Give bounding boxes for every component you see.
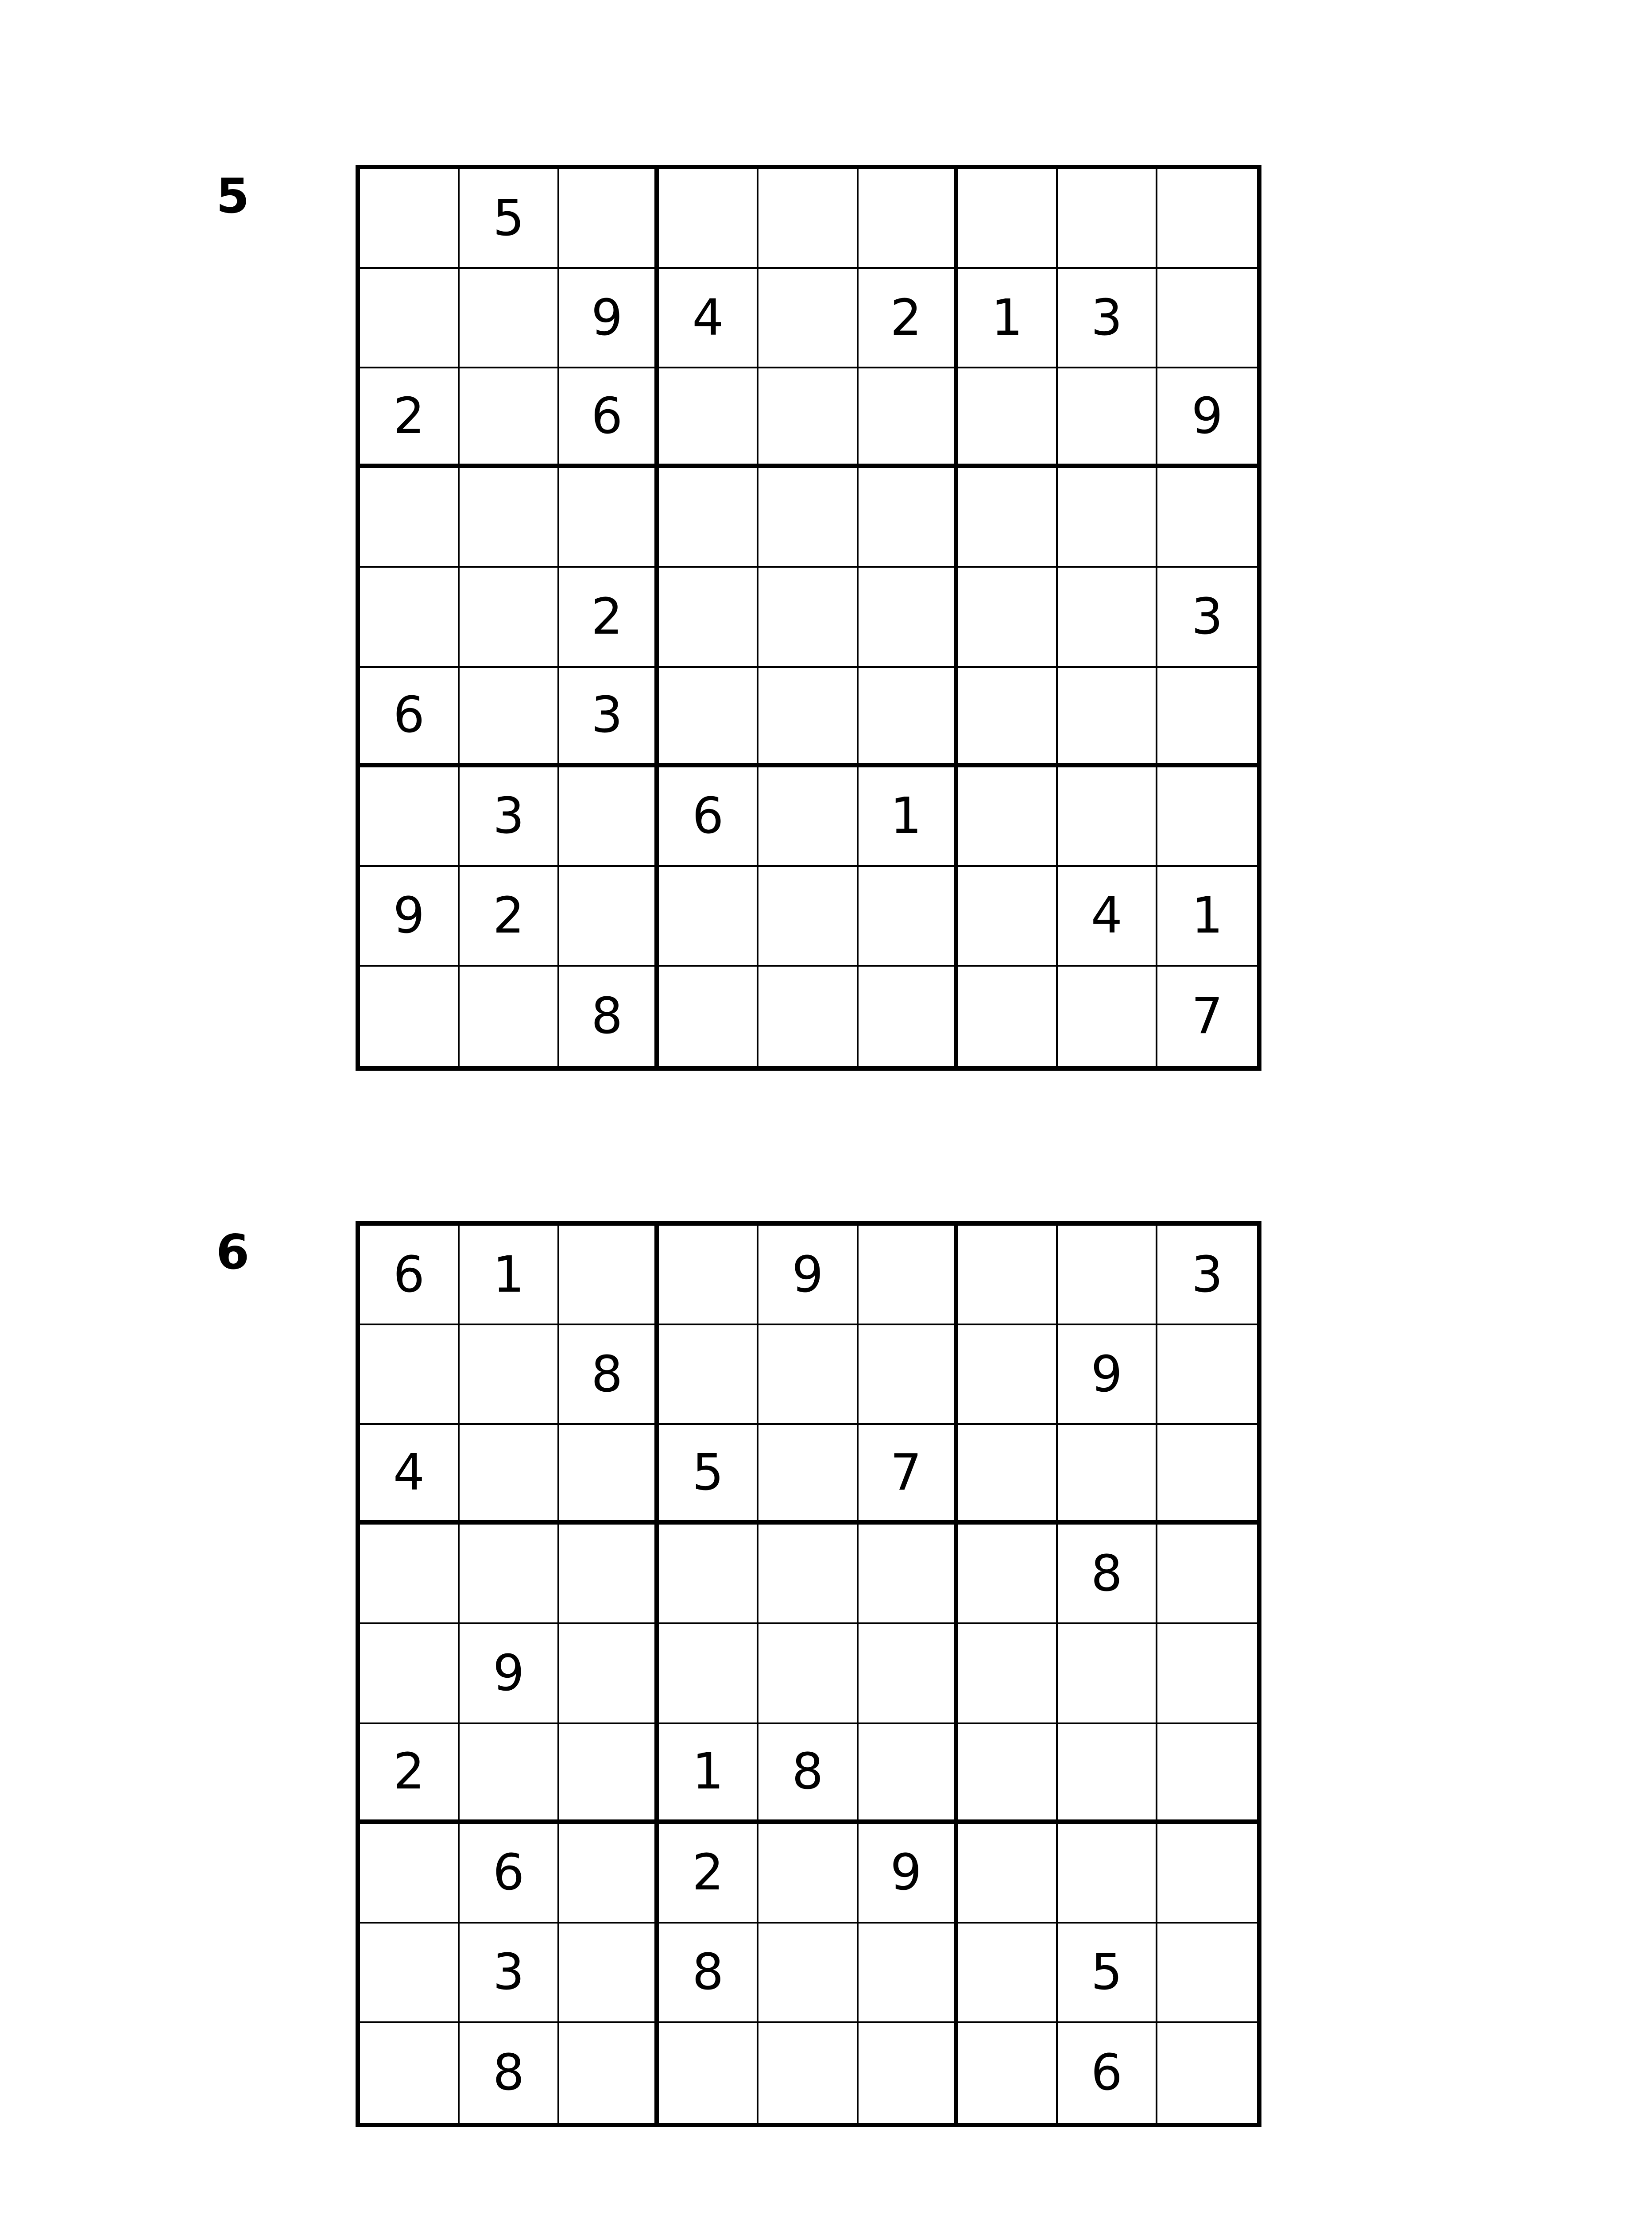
sudoku-cell — [859, 1924, 958, 2023]
sudoku-cell — [1058, 1226, 1157, 1325]
sudoku-cell — [758, 668, 858, 767]
sudoku-cell — [958, 867, 1058, 967]
sudoku-cell — [1058, 1724, 1157, 1824]
sudoku-cell — [859, 1624, 958, 1724]
sudoku-cell — [859, 468, 958, 568]
sudoku-cell — [859, 867, 958, 967]
sudoku-cell — [559, 1226, 659, 1325]
sudoku-cell — [360, 1325, 460, 1425]
sudoku-cell: 6 — [559, 368, 659, 468]
sudoku-cell — [758, 568, 858, 667]
sudoku-cell — [859, 967, 958, 1066]
sudoku-cell — [559, 2023, 659, 2123]
sudoku-cell — [1157, 1325, 1257, 1425]
sudoku-cell — [1058, 169, 1157, 269]
sudoku-cell — [1058, 1425, 1157, 1525]
sudoku-cell — [360, 1624, 460, 1724]
sudoku-cell — [460, 468, 559, 568]
sudoku-cell — [958, 2023, 1058, 2123]
sudoku-cell — [1157, 1724, 1257, 1824]
sudoku-cell — [1157, 1525, 1257, 1624]
sudoku-cell: 6 — [460, 1824, 559, 1924]
sudoku-cell — [958, 1226, 1058, 1325]
sudoku-cell — [1157, 2023, 1257, 2123]
sudoku-cell: 8 — [659, 1924, 758, 2023]
sudoku-cell — [958, 967, 1058, 1066]
sudoku-cell — [659, 568, 758, 667]
sudoku-cell: 7 — [1191, 987, 1223, 1045]
sudoku-cell — [659, 867, 758, 967]
sudoku-cell — [758, 2023, 858, 2123]
sudoku-cell — [758, 1924, 858, 2023]
sudoku-cell: 5 — [460, 169, 559, 269]
sudoku-cell — [460, 967, 559, 1066]
sudoku-cell — [958, 1425, 1058, 1525]
sudoku-cell — [958, 169, 1058, 269]
sudoku-cell — [958, 568, 1058, 667]
sudoku-cell — [859, 568, 958, 667]
sudoku-cell — [360, 1924, 460, 2023]
sudoku-cell — [360, 1824, 460, 1924]
sudoku-cell — [1157, 1425, 1257, 1525]
sudoku-cell — [360, 169, 460, 269]
sudoku-cell — [958, 1924, 1058, 2023]
sudoku-cell: 6 — [1058, 2023, 1157, 2123]
sudoku-cell — [559, 1425, 659, 1525]
sudoku-cell — [1058, 468, 1157, 568]
sudoku-cell — [958, 668, 1058, 767]
sudoku-cell: 8 — [758, 1724, 858, 1824]
sudoku-cell — [559, 867, 659, 967]
sudoku-cell — [460, 568, 559, 667]
sudoku-grid — [356, 1221, 1261, 2127]
sudoku-cell — [958, 767, 1058, 867]
sudoku-cell — [659, 2023, 758, 2123]
sudoku-cell — [859, 368, 958, 468]
sudoku-cell: 2 — [859, 269, 958, 368]
sudoku-cell: 2 — [659, 1824, 758, 1924]
sudoku-cell: 8 — [559, 1325, 659, 1425]
puzzle-number: 5 — [216, 169, 250, 224]
sudoku-cell: 8 — [1058, 1525, 1157, 1624]
sudoku-cell: 3 — [460, 767, 559, 867]
sudoku-cell — [758, 1824, 858, 1924]
sudoku-cell — [460, 668, 559, 767]
sudoku-cell — [859, 1325, 958, 1425]
sudoku-cell — [360, 2023, 460, 2123]
sudoku-cell: 5 — [1058, 1924, 1157, 2023]
sudoku-cell: 3 — [1157, 568, 1257, 667]
sudoku-cell: 3 — [1058, 269, 1157, 368]
sudoku-cell: 6 — [360, 668, 460, 767]
sudoku-cell: 2 — [360, 368, 460, 468]
sudoku-cell — [1058, 1624, 1157, 1724]
sudoku-cell — [1157, 668, 1257, 767]
sudoku-cell — [1058, 767, 1157, 867]
sudoku-cell: 4 — [1058, 867, 1157, 967]
sudoku-cell: 3 — [460, 1924, 559, 2023]
sudoku-cell — [758, 1425, 858, 1525]
sudoku-cell: 9 — [758, 1226, 858, 1325]
sudoku-cell — [659, 1325, 758, 1425]
sudoku-cell — [1058, 668, 1157, 767]
sudoku-cell — [1157, 767, 1257, 867]
sudoku-cell — [859, 169, 958, 269]
sudoku-cell: 5 — [659, 1425, 758, 1525]
sudoku-cell — [559, 1724, 659, 1824]
sudoku-cell — [958, 468, 1058, 568]
sudoku-cell: 7 — [859, 1425, 958, 1525]
sudoku-cell — [958, 1724, 1058, 1824]
sudoku-cell — [958, 1525, 1058, 1624]
sudoku-cell — [559, 1924, 659, 2023]
sudoku-cell — [360, 468, 460, 568]
sudoku-cell — [659, 1226, 758, 1325]
sudoku-cell — [460, 1425, 559, 1525]
sudoku-cell — [758, 269, 858, 368]
sudoku-cell — [758, 967, 858, 1066]
sudoku-cell — [958, 1325, 1058, 1425]
sudoku-cell — [460, 269, 559, 368]
sudoku-cell — [559, 1824, 659, 1924]
sudoku-cell: 4 — [659, 269, 758, 368]
sudoku-cell — [1157, 1624, 1257, 1724]
sudoku-cell — [659, 368, 758, 468]
sudoku-cell: 3 — [1157, 1226, 1257, 1325]
sudoku-cell — [360, 269, 460, 368]
puzzle-number: 6 — [216, 1225, 250, 1280]
sudoku-cell — [659, 1525, 758, 1624]
sudoku-cell: 6 — [659, 767, 758, 867]
sudoku-cell — [659, 468, 758, 568]
sudoku-cell — [1058, 967, 1157, 1066]
sudoku-cell — [1058, 368, 1157, 468]
sudoku-cell — [659, 967, 758, 1066]
sudoku-cell — [758, 1325, 858, 1425]
sudoku-cell — [360, 568, 460, 667]
sudoku-cell — [1058, 568, 1157, 667]
sudoku-cell — [1157, 1824, 1257, 1924]
sudoku-cell — [958, 368, 1058, 468]
sudoku-cell — [758, 169, 858, 269]
sudoku-cell — [958, 1624, 1058, 1724]
sudoku-cell — [559, 169, 659, 269]
sudoku-cell — [758, 468, 858, 568]
sudoku-cell: 8 — [559, 967, 659, 1066]
sudoku-cell — [958, 1824, 1058, 1924]
sudoku-cell — [758, 767, 858, 867]
sudoku-cell: 9 — [1058, 1325, 1157, 1425]
sudoku-cell — [859, 668, 958, 767]
sudoku-cell — [460, 368, 559, 468]
sudoku-cell: 1 — [859, 767, 958, 867]
sudoku-cell: 2 — [360, 1724, 460, 1824]
sudoku-cell — [559, 767, 659, 867]
sudoku-cell — [1157, 269, 1257, 368]
sudoku-cell — [360, 967, 460, 1066]
sudoku-cell — [859, 2023, 958, 2123]
sudoku-cell — [859, 1724, 958, 1824]
sudoku-cell: 2 — [559, 568, 659, 667]
sudoku-cell — [758, 368, 858, 468]
sudoku-cell — [758, 867, 858, 967]
sudoku-cell — [559, 1624, 659, 1724]
sudoku-cell — [360, 767, 460, 867]
sudoku-cell — [659, 668, 758, 767]
sudoku-cell — [360, 1525, 460, 1624]
sudoku-cell — [460, 1325, 559, 1425]
sudoku-cell — [1157, 1924, 1257, 2023]
sudoku-cell: 6 — [360, 1226, 460, 1325]
sudoku-cell — [859, 1525, 958, 1624]
sudoku-cell — [1157, 468, 1257, 568]
sudoku-cell: 1 — [958, 269, 1058, 368]
sudoku-cell — [659, 169, 758, 269]
sudoku-cell: 9 — [559, 269, 659, 368]
sudoku-cell: 9 — [460, 1624, 559, 1724]
sudoku-cell: 1 — [1157, 867, 1257, 967]
sudoku-cell — [1058, 1824, 1157, 1924]
sudoku-cell: 9 — [360, 867, 460, 967]
sudoku-cell — [559, 1525, 659, 1624]
sudoku-cell: 9 — [1157, 368, 1257, 468]
sudoku-cell — [659, 1624, 758, 1724]
sudoku-cell: 3 — [559, 668, 659, 767]
sudoku-cell — [460, 1525, 559, 1624]
sudoku-cell: 8 — [460, 2023, 559, 2123]
sudoku-grid — [356, 165, 1261, 1071]
sudoku-cell — [758, 1525, 858, 1624]
sudoku-cell — [1157, 169, 1257, 269]
sudoku-cell — [859, 1226, 958, 1325]
sudoku-cell: 1 — [659, 1724, 758, 1824]
sudoku-cell: 9 — [859, 1824, 958, 1924]
sudoku-cell — [559, 468, 659, 568]
sudoku-cell — [460, 1724, 559, 1824]
sudoku-cell — [758, 1624, 858, 1724]
sudoku-cell: 1 — [460, 1226, 559, 1325]
sudoku-cell: 4 — [360, 1425, 460, 1525]
sudoku-cell: 2 — [460, 867, 559, 967]
